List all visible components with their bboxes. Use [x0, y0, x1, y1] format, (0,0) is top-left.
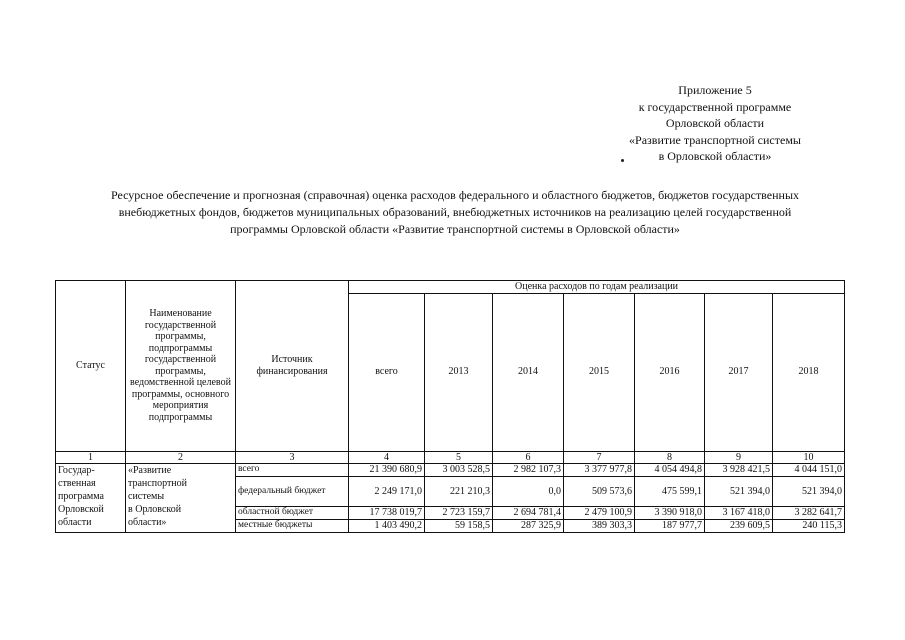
- value-cell: 4 054 494,8: [635, 464, 705, 477]
- value-cell: 0,0: [493, 477, 564, 507]
- status-line: Орловской: [58, 504, 104, 515]
- value-cell: 2 694 781,4: [493, 507, 564, 520]
- program-line: транспортной: [128, 478, 188, 489]
- header-name: Наименование государственной программы, подпрограммы государственной программы, ведомственной целевой программы, основного мероприятия подпрограммы: [126, 281, 236, 452]
- value-cell: 1 403 490,2: [349, 520, 425, 533]
- status-line: программа: [58, 491, 104, 502]
- appendix-line: в Орловской области»: [658, 149, 772, 163]
- value-cell: 3 003 528,5: [425, 464, 493, 477]
- column-number: 1: [56, 451, 126, 464]
- value-cell: 2 249 171,0: [349, 477, 425, 507]
- header-year: 2016: [635, 293, 705, 451]
- appendix-line: Приложение 5: [678, 83, 752, 97]
- value-cell: 21 390 680,9: [349, 464, 425, 477]
- header-year: 2017: [705, 293, 773, 451]
- document-title: [40, 187, 870, 238]
- column-number: 3: [236, 451, 349, 464]
- column-number: 4: [349, 451, 425, 464]
- appendix-heading: [600, 82, 830, 165]
- source-cell: областной бюджет: [236, 507, 349, 520]
- status-line: ственная: [58, 478, 96, 489]
- column-number: 2: [126, 451, 236, 464]
- budget-table: [55, 280, 845, 533]
- value-cell: 389 303,3: [564, 520, 635, 533]
- value-cell: 17 738 019,7: [349, 507, 425, 520]
- title-line: Ресурсное обеспечение и прогнозная (справочная) оценка расходов федерального и областного бюджетов, бюджетов государственных: [110, 188, 800, 202]
- source-cell: всего: [236, 464, 349, 477]
- value-cell: 221 210,3: [425, 477, 493, 507]
- column-number: 6: [493, 451, 564, 464]
- value-cell: 3 928 421,5: [705, 464, 773, 477]
- value-cell: 2 982 107,3: [493, 464, 564, 477]
- program-line: в Орловской: [128, 504, 182, 515]
- status-line: области: [58, 517, 92, 528]
- program-name-cell: [126, 464, 236, 533]
- value-cell: 3 282 641,7: [773, 507, 845, 520]
- value-cell: 240 115,3: [773, 520, 845, 533]
- value-cell: 3 390 918,0: [635, 507, 705, 520]
- source-cell: федеральный бюджет: [236, 477, 349, 507]
- value-cell: 3 377 977,8: [564, 464, 635, 477]
- title-line: внебюджетных фондов, бюджетов муниципальных образований, внебюджетных источников на реализацию целей государственной: [118, 205, 792, 219]
- value-cell: 2 723 159,7: [425, 507, 493, 520]
- header-estimate: Оценка расходов по годам реализации: [349, 281, 845, 294]
- value-cell: 521 394,0: [773, 477, 845, 507]
- header-source: Источник финансирования: [236, 281, 349, 452]
- value-cell: 287 325,9: [493, 520, 564, 533]
- source-cell: местные бюджеты: [236, 520, 349, 533]
- value-cell: 3 167 418,0: [705, 507, 773, 520]
- value-cell: 509 573,6: [564, 477, 635, 507]
- appendix-line: к государственной программе: [638, 99, 792, 114]
- header-year: 2013: [425, 293, 493, 451]
- column-number-row: [56, 451, 845, 464]
- column-number: 7: [564, 451, 635, 464]
- value-cell: 4 044 151,0: [773, 464, 845, 477]
- header-year: 2015: [564, 293, 635, 451]
- value-cell: 521 394,0: [705, 477, 773, 507]
- value-cell: 2 479 100,9: [564, 507, 635, 520]
- value-cell: 187 977,7: [635, 520, 705, 533]
- column-number: 9: [705, 451, 773, 464]
- appendix-line: «Развитие транспортной системы: [629, 132, 801, 147]
- program-line: области»: [128, 517, 167, 528]
- appendix-line: Орловской области: [665, 116, 765, 130]
- header-year: 2018: [773, 293, 845, 451]
- value-cell: 239 609,5: [705, 520, 773, 533]
- column-number: 8: [635, 451, 705, 464]
- title-line: программы Орловской области «Развитие транспортной системы в Орловской области»: [230, 222, 680, 236]
- program-line: «Развитие: [128, 465, 172, 476]
- header-total: всего: [349, 293, 425, 451]
- value-cell: 475 599,1: [635, 477, 705, 507]
- header-status: Статус: [56, 281, 126, 452]
- table-row: [56, 464, 845, 477]
- column-number: 5: [425, 451, 493, 464]
- stray-mark: [621, 159, 624, 162]
- column-number: 10: [773, 451, 845, 464]
- status-line: Государ-: [58, 465, 95, 476]
- header-year: 2014: [493, 293, 564, 451]
- status-cell: [56, 464, 126, 533]
- value-cell: 59 158,5: [425, 520, 493, 533]
- program-line: системы: [128, 491, 165, 502]
